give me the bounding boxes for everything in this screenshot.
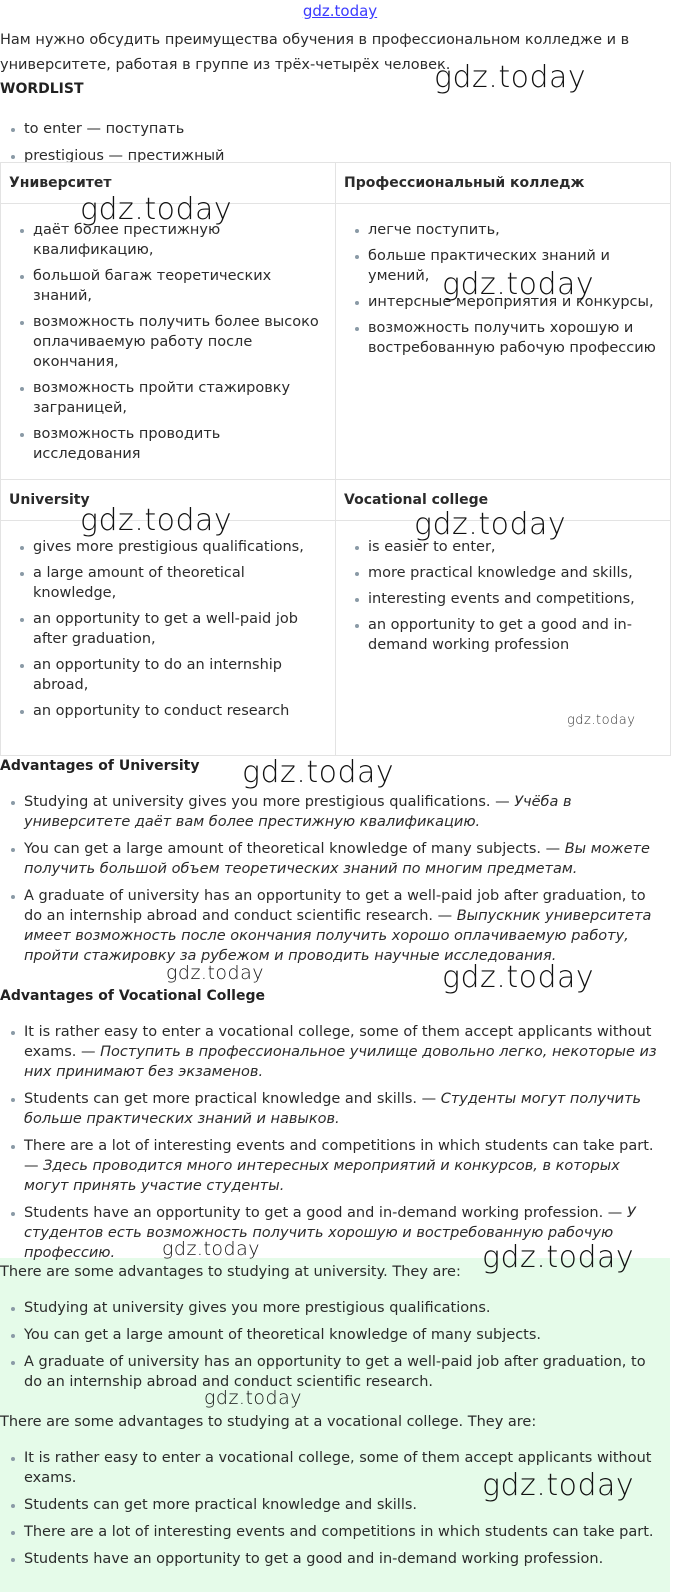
- watermark: gdz.today: [80, 192, 233, 227]
- list-item: [0, 1089, 662, 1129]
- section-title-college: Advantages of Vocational College: [0, 988, 265, 1004]
- list-item: интерсные мероприятия и конкурсы,: [344, 292, 662, 312]
- list-item: даёт более престижную квалификацию,: [9, 220, 327, 260]
- russian-translation: У студентов есть возможность получить хорошую и востребованную рабочую профессию.: [24, 1205, 636, 1261]
- table-cell-university-ru: [1, 204, 336, 480]
- russian-translation: Здесь проводится много интересных мероприятий и конкурсов, в которых могут принять участие студенты.: [24, 1158, 620, 1194]
- russian-translation: Выпускник университета имеет возможность после окончания получить хорошо оплачиваемую работу, пройти стажировку за рубежом и проводить научные исследования.: [24, 908, 652, 964]
- wordlist-item: prestigious — престижный: [0, 146, 640, 166]
- list-item: Studying at university gives you more prestigious qualifications.: [0, 1298, 662, 1318]
- advantages-university-list: [0, 792, 662, 973]
- english-sentence: It is rather easy to enter a vocational college, some of them accept applicants without exams. —: [24, 1024, 652, 1060]
- wordlist-title: WORDLIST: [0, 81, 84, 97]
- university-list-en: [9, 537, 327, 721]
- watermark: gdz.today: [442, 960, 595, 995]
- list-item: Students have an opportunity to get a good and in-demand working profession.: [0, 1549, 662, 1569]
- table-cell-college-ru: [336, 204, 671, 480]
- table-cell-university-en: [1, 521, 336, 756]
- wordlist-item: to enter — поступать: [0, 119, 640, 139]
- list-item: [0, 792, 662, 832]
- russian-translation: Поступить в профессиональное училище довольно легко, некоторые из них принимают без экзаменов.: [24, 1044, 657, 1080]
- college-list-ru: [344, 220, 662, 358]
- list-item: большой багаж теоретических знаний,: [9, 266, 327, 306]
- intro-paragraph: Нам нужно обсудить преимущества обучения в профессиональном колледже и в университете, работая в группе из трёх-четырёх человек.: [0, 32, 630, 73]
- section-title-university: Advantages of University: [0, 758, 200, 774]
- russian-translation: Вы можете получить большой объем теоретических знаний по многим предметам.: [24, 841, 650, 877]
- summary-college-lead: There are some advantages to studying at a vocational college. They are:: [0, 1414, 537, 1430]
- list-item: more practical knowledge and skills,: [344, 563, 662, 583]
- summary-university-lead: There are some advantages to studying at university. They are:: [0, 1264, 461, 1280]
- table-cell-college-en: [336, 521, 671, 756]
- watermark: gdz.today: [80, 503, 233, 538]
- list-item: an opportunity to get a good and in-demand working profession: [344, 615, 662, 655]
- russian-translation: Студенты могут получить больше практических знаний и навыков.: [24, 1091, 642, 1127]
- list-item: возможность проводить исследования: [9, 424, 327, 464]
- list-item: Students can get more practical knowledge and skills.: [0, 1495, 662, 1515]
- list-item: легче поступить,: [344, 220, 662, 240]
- watermark: gdz.today: [242, 755, 395, 790]
- english-sentence: There are a lot of interesting events and competitions in which students can take part. —: [24, 1138, 654, 1174]
- comparison-table-ru: [0, 162, 671, 756]
- list-item: an opportunity to get a well-paid job after graduation,: [9, 609, 327, 649]
- english-sentence: A graduate of university has an opportunity to get a well-paid job after graduation, to do an internship abroad and conduct scientific research. —: [24, 888, 646, 924]
- list-item: an opportunity to do an internship abroad,: [9, 655, 327, 695]
- list-item: возможность пройти стажировку заграницей,: [9, 378, 327, 418]
- list-item: There are a lot of interesting events and competitions in which students can take part.: [0, 1522, 662, 1542]
- watermark: gdz.today: [482, 1240, 635, 1275]
- list-item: [0, 1203, 662, 1263]
- list-item: an opportunity to conduct research: [9, 701, 327, 721]
- summary-college-list: [0, 1448, 662, 1576]
- watermark: gdz.today: [482, 1468, 635, 1503]
- list-item: [0, 839, 662, 879]
- list-item: [0, 1136, 662, 1196]
- table-header-college-ru: Профессиональный колледж: [336, 163, 671, 204]
- list-item: a large amount of theoretical knowledge,: [9, 563, 327, 603]
- university-list-ru: [9, 220, 327, 464]
- table-header-college-en: Vocational college: [336, 480, 671, 521]
- list-item: возможность получить хорошую и востребованную рабочую профессию: [344, 318, 662, 358]
- watermark: gdz.today: [166, 962, 264, 984]
- watermark: gdz.today: [442, 267, 595, 302]
- advantages-college-list: [0, 1022, 662, 1270]
- intro-text: [0, 28, 660, 78]
- list-item: is easier to enter,: [344, 537, 662, 557]
- english-sentence: Students can get more practical knowledge and skills. —: [24, 1091, 437, 1107]
- list-item: [0, 886, 662, 966]
- site-logo-link[interactable]: gdz.today: [302, 2, 378, 20]
- watermark: gdz.today: [567, 713, 636, 728]
- college-list-en: [344, 537, 662, 655]
- list-item: interesting events and competitions,: [344, 589, 662, 609]
- watermark: gdz.today: [162, 1238, 260, 1260]
- english-sentence: Studying at university gives you more prestigious qualifications. —: [24, 794, 510, 810]
- list-item: [0, 1022, 662, 1082]
- list-item: A graduate of university has an opportunity to get a well-paid job after graduation, to do an internship abroad and conduct scientific research.: [0, 1352, 662, 1392]
- table-header-university-en: University: [1, 480, 336, 521]
- watermark: gdz.today: [204, 1387, 302, 1409]
- watermark: gdz.today: [414, 507, 567, 542]
- list-item: возможность получить более высоко оплачиваемую работу после окончания,: [9, 312, 327, 372]
- list-item: It is rather easy to enter a vocational college, some of them accept applicants without exams.: [0, 1448, 662, 1488]
- list-item: больше практических знаний и умений,: [344, 246, 662, 286]
- russian-translation: Учёба в университете даёт вам более престижную квалификацию.: [24, 794, 572, 830]
- list-item: You can get a large amount of theoretical knowledge of many subjects.: [0, 1325, 662, 1345]
- english-sentence: Students have an opportunity to get a good and in-demand working profession. —: [24, 1205, 623, 1221]
- table-header-university-ru: Университет: [1, 163, 336, 204]
- summary-university-list: [0, 1298, 662, 1399]
- english-sentence: You can get a large amount of theoretical knowledge of many subjects. —: [24, 841, 561, 857]
- list-item: gives more prestigious qualifications,: [9, 537, 327, 557]
- watermark: gdz.today: [434, 60, 587, 95]
